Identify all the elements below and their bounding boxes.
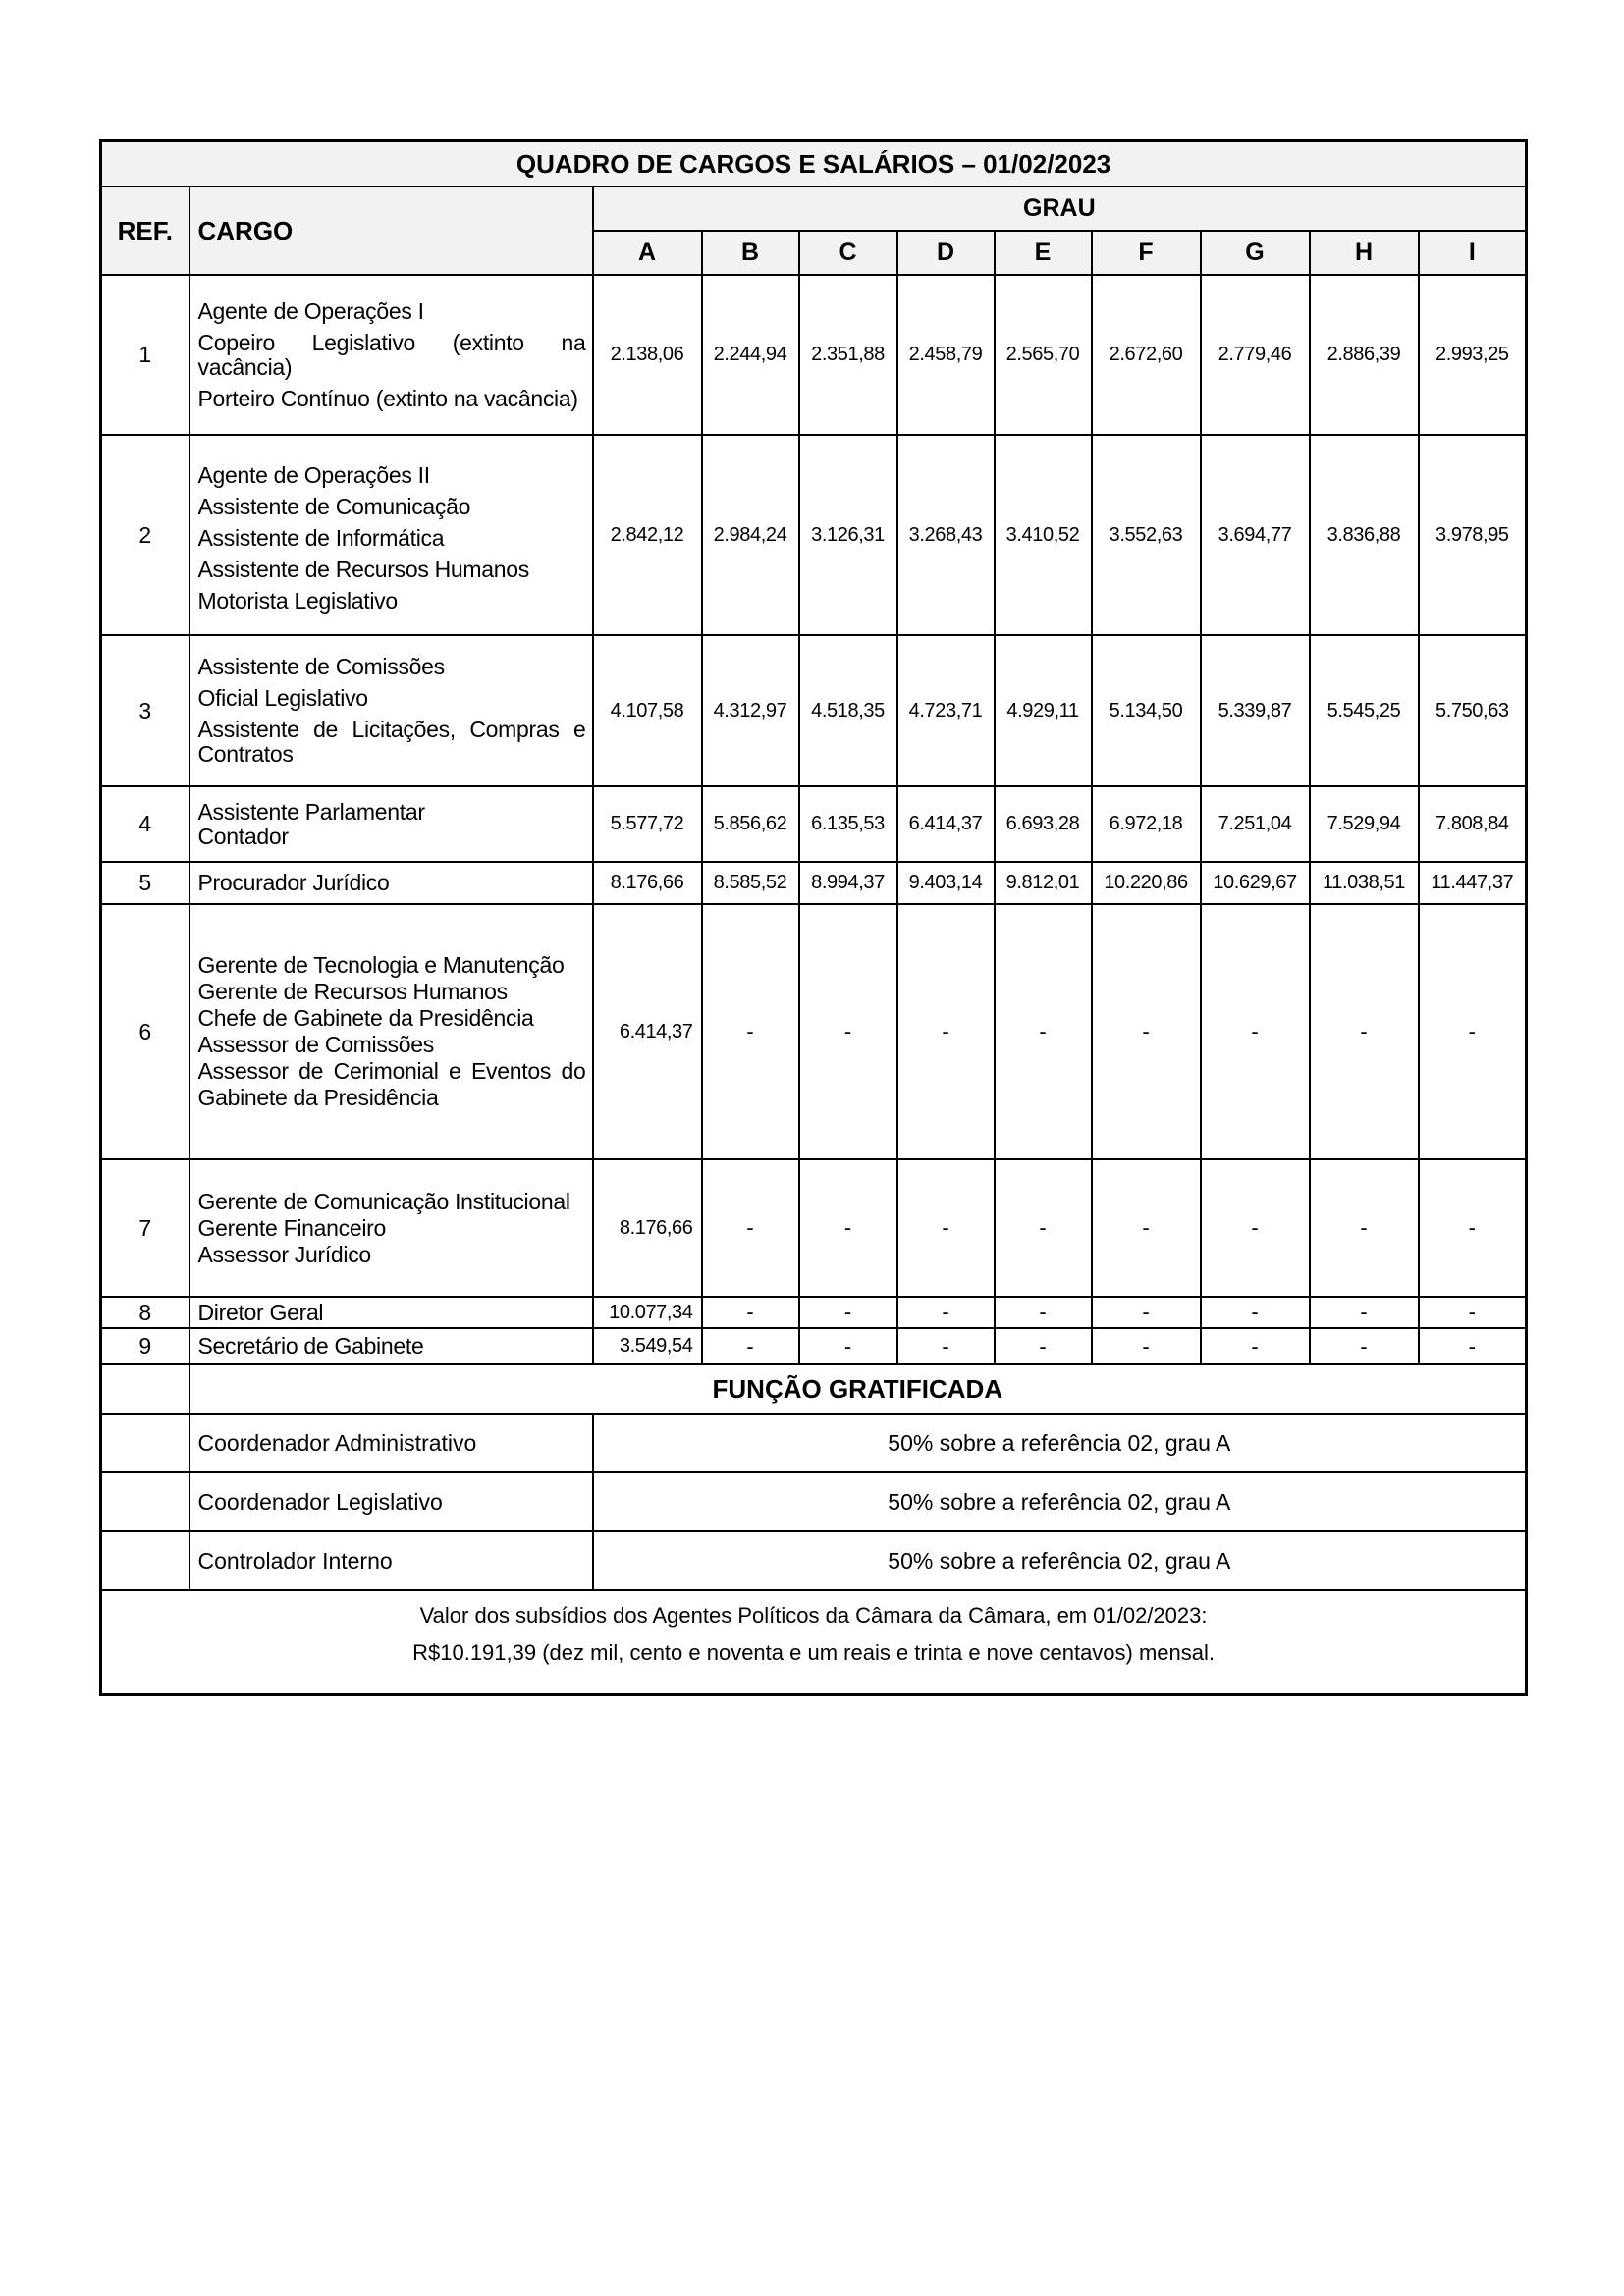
salary-grau-i: - <box>1419 904 1527 1159</box>
salary-grau-c: 2.351,88 <box>799 275 897 435</box>
salary-grau-d: 2.458,79 <box>897 275 995 435</box>
salary-grau-h: 11.038,51 <box>1310 862 1419 904</box>
cargo-cell <box>189 275 593 435</box>
grau-g-header: G <box>1201 231 1310 275</box>
subsidios-note <box>101 1590 1527 1695</box>
salary-grau-f: - <box>1092 1297 1201 1328</box>
salary-grau-c: 8.994,37 <box>799 862 897 904</box>
ref-header: REF. <box>101 187 189 275</box>
salary-grau-b: 4.312,97 <box>702 635 799 786</box>
table-row <box>101 904 1527 1159</box>
salary-grau-d: - <box>897 1159 995 1297</box>
salary-grau-h: - <box>1310 1297 1419 1328</box>
ref-cell: 9 <box>101 1328 189 1364</box>
fg-valor-cell: 50% sobre a referência 02, grau A <box>593 1531 1527 1590</box>
cargo-name: Motorista Legislativo <box>197 588 398 614</box>
salary-grau-g: - <box>1201 1328 1310 1364</box>
table-row <box>101 786 1527 862</box>
cargo-cell <box>189 904 593 1159</box>
salary-grau-e: - <box>995 1297 1092 1328</box>
salary-grau-a: 3.549,54 <box>593 1328 702 1364</box>
salary-grau-f: 3.552,63 <box>1092 435 1201 635</box>
salary-grau-i: 7.808,84 <box>1419 786 1527 862</box>
salary-grau-h: 5.545,25 <box>1310 635 1419 786</box>
cargo-name: Porteiro Contínuo (extinto na vacância) <box>197 385 578 411</box>
salary-grau-e: - <box>995 1159 1092 1297</box>
grau-e-header: E <box>995 231 1092 275</box>
empty-ref-cell <box>101 1472 189 1531</box>
fg-valor-cell: 50% sobre a referência 02, grau A <box>593 1414 1527 1472</box>
cargo-name: Assessor Jurídico <box>197 1241 371 1267</box>
fg-valor-cell: 50% sobre a referência 02, grau A <box>593 1472 1527 1531</box>
subsidios-line-2: R$10.191,39 (dez mil, cento e noventa e um reais e trinta e nove centavos) mensal. <box>412 1640 1216 1665</box>
ref-cell: 5 <box>101 862 189 904</box>
salary-grau-h: - <box>1310 904 1419 1159</box>
cargo-name: Copeiro Legislativo (extinto na vacância) <box>197 329 586 380</box>
salary-grau-f: 2.672,60 <box>1092 275 1201 435</box>
salary-grau-c: 6.135,53 <box>799 786 897 862</box>
cargo-name: Gerente de Comunicação Institucional <box>197 1188 570 1214</box>
salary-grau-e: - <box>995 904 1092 1159</box>
cargo-cell <box>189 435 593 635</box>
salary-grau-f: - <box>1092 1159 1201 1297</box>
salary-grau-e: 3.410,52 <box>995 435 1092 635</box>
cargo-cell <box>189 1297 593 1328</box>
salary-grau-a: 4.107,58 <box>593 635 702 786</box>
cargo-name: Oficial Legislativo <box>197 685 368 711</box>
salary-grau-a: 2.842,12 <box>593 435 702 635</box>
salary-grau-h: 3.836,88 <box>1310 435 1419 635</box>
cargo-name: Assistente de Licitações, Compras e Contratos <box>197 717 586 767</box>
salary-grau-b: - <box>702 1328 799 1364</box>
salary-grau-c: - <box>799 1159 897 1297</box>
empty-ref-cell <box>101 1364 189 1414</box>
salary-grau-g: 2.779,46 <box>1201 275 1310 435</box>
salary-grau-d: - <box>897 904 995 1159</box>
cargo-name: Gerente de Recursos Humanos <box>197 979 508 1004</box>
salary-grau-h: - <box>1310 1159 1419 1297</box>
salary-grau-h: 2.886,39 <box>1310 275 1419 435</box>
salary-grau-e: 4.929,11 <box>995 635 1092 786</box>
salary-grau-b: 2.984,24 <box>702 435 799 635</box>
salary-grau-b: 2.244,94 <box>702 275 799 435</box>
cargo-name: Assistente de Informática <box>197 525 445 551</box>
fg-cargo-cell: Coordenador Legislativo <box>189 1472 593 1531</box>
salary-grau-g: - <box>1201 1159 1310 1297</box>
salary-grau-g: - <box>1201 1297 1310 1328</box>
salary-grau-a: 10.077,34 <box>593 1297 702 1328</box>
salary-grau-b: - <box>702 1297 799 1328</box>
salary-grau-g: 3.694,77 <box>1201 435 1310 635</box>
funcao-gratificada-row <box>101 1531 1527 1590</box>
cargo-name: Gerente de Tecnologia e Manutenção <box>197 952 565 978</box>
header-row-grau <box>101 187 1527 231</box>
salary-grau-i: - <box>1419 1159 1527 1297</box>
salary-grau-f: 5.134,50 <box>1092 635 1201 786</box>
salary-grau-c: - <box>799 1297 897 1328</box>
salary-grau-c: 3.126,31 <box>799 435 897 635</box>
grau-b-header: B <box>702 231 799 275</box>
ref-cell: 6 <box>101 904 189 1159</box>
cargo-name: Agente de Operações I <box>197 297 424 324</box>
cargo-cell <box>189 862 593 904</box>
salary-grau-e: 6.693,28 <box>995 786 1092 862</box>
salary-grau-f: 10.220,86 <box>1092 862 1201 904</box>
cargo-cell <box>189 635 593 786</box>
salary-grau-e: - <box>995 1328 1092 1364</box>
salary-grau-e: 9.812,01 <box>995 862 1092 904</box>
ref-cell: 3 <box>101 635 189 786</box>
salary-grau-d: - <box>897 1297 995 1328</box>
fg-cargo-cell: Coordenador Administrativo <box>189 1414 593 1472</box>
salary-grau-i: 2.993,25 <box>1419 275 1527 435</box>
salary-grau-a: 5.577,72 <box>593 786 702 862</box>
cargo-name: Diretor Geral <box>197 1299 324 1325</box>
cargo-name: Assistente Parlamentar <box>197 798 425 825</box>
cargo-name: Chefe de Gabinete da Presidência <box>197 1005 534 1031</box>
table-row <box>101 1328 1527 1364</box>
ref-cell: 4 <box>101 786 189 862</box>
footer-row <box>101 1590 1527 1695</box>
salary-grau-g: - <box>1201 904 1310 1159</box>
ref-cell: 7 <box>101 1159 189 1297</box>
cargo-name: Contador <box>197 823 289 849</box>
cargo-name: Secretário de Gabinete <box>197 1333 424 1359</box>
funcao-gratificada-row <box>101 1414 1527 1472</box>
salary-grau-a: 8.176,66 <box>593 1159 702 1297</box>
cargo-name: Assessor de Comissões <box>197 1032 434 1057</box>
table-row <box>101 862 1527 904</box>
table-row <box>101 1159 1527 1297</box>
salary-grau-b: - <box>702 1159 799 1297</box>
cargo-name: Assistente de Comunicação <box>197 494 471 519</box>
fg-cargo-cell: Controlador Interno <box>189 1531 593 1590</box>
cargo-cell <box>189 786 593 862</box>
ref-cell: 8 <box>101 1297 189 1328</box>
salary-grau-d: 4.723,71 <box>897 635 995 786</box>
salary-grau-i: 5.750,63 <box>1419 635 1527 786</box>
ref-cell: 2 <box>101 435 189 635</box>
ref-cell: 1 <box>101 275 189 435</box>
cargo-name: Agente de Operações II <box>197 462 430 488</box>
salary-grau-d: 6.414,37 <box>897 786 995 862</box>
salary-grau-g: 5.339,87 <box>1201 635 1310 786</box>
table-row <box>101 635 1527 786</box>
cargo-name: Gerente Financeiro <box>197 1214 386 1241</box>
table-row <box>101 435 1527 635</box>
cargo-name: Assistente de Recursos Humanos <box>197 557 529 582</box>
salary-grau-g: 7.251,04 <box>1201 786 1310 862</box>
cargo-name: Assistente de Comissões <box>197 654 445 679</box>
empty-ref-cell <box>101 1414 189 1472</box>
salary-grau-b: 5.856,62 <box>702 786 799 862</box>
grau-f-header: F <box>1092 231 1201 275</box>
salary-grau-d: 3.268,43 <box>897 435 995 635</box>
salary-grau-i: 3.978,95 <box>1419 435 1527 635</box>
funcao-gratificada-row <box>101 1472 1527 1531</box>
cargo-header: CARGO <box>189 187 593 275</box>
salary-grau-i: - <box>1419 1297 1527 1328</box>
salary-grau-c: - <box>799 1328 897 1364</box>
grau-header: GRAU <box>593 187 1527 231</box>
salary-grau-d: - <box>897 1328 995 1364</box>
salary-grau-b: 8.585,52 <box>702 862 799 904</box>
cargo-cell <box>189 1328 593 1364</box>
salary-grau-g: 10.629,67 <box>1201 862 1310 904</box>
grau-i-header: I <box>1419 231 1527 275</box>
table-row <box>101 1297 1527 1328</box>
salary-grau-b: - <box>702 904 799 1159</box>
cargo-cell <box>189 1159 593 1297</box>
salary-grau-c: - <box>799 904 897 1159</box>
salary-grau-h: - <box>1310 1328 1419 1364</box>
funcao-gratificada-title: FUNÇÃO GRATIFICADA <box>189 1364 1527 1414</box>
salary-grau-i: - <box>1419 1328 1527 1364</box>
cargo-name: Assessor de Cerimonial e Eventos do Gabinete da Presidência <box>197 1058 586 1110</box>
salary-grau-f: - <box>1092 904 1201 1159</box>
salary-grau-a: 6.414,37 <box>593 904 702 1159</box>
empty-ref-cell <box>101 1531 189 1590</box>
salary-grau-i: 11.447,37 <box>1419 862 1527 904</box>
salary-grau-d: 9.403,14 <box>897 862 995 904</box>
grau-h-header: H <box>1310 231 1419 275</box>
table-title: QUADRO DE CARGOS E SALÁRIOS – 01/02/2023 <box>101 141 1527 187</box>
funcao-gratificada-header-row <box>101 1364 1527 1414</box>
salary-grau-c: 4.518,35 <box>799 635 897 786</box>
cargo-name: Procurador Jurídico <box>197 870 390 895</box>
quadro-cargos-salarios-table <box>99 139 1528 1696</box>
salary-grau-h: 7.529,94 <box>1310 786 1419 862</box>
salary-grau-f: - <box>1092 1328 1201 1364</box>
title-row <box>101 141 1527 187</box>
subsidios-line-1: Valor dos subsídios dos Agentes Políticos da Câmara da Câmara, em 01/02/2023: <box>419 1603 1208 1628</box>
salary-grau-f: 6.972,18 <box>1092 786 1201 862</box>
grau-d-header: D <box>897 231 995 275</box>
grau-a-header: A <box>593 231 702 275</box>
grau-c-header: C <box>799 231 897 275</box>
salary-grau-a: 8.176,66 <box>593 862 702 904</box>
salary-grau-a: 2.138,06 <box>593 275 702 435</box>
table-row <box>101 275 1527 435</box>
salary-grau-e: 2.565,70 <box>995 275 1092 435</box>
